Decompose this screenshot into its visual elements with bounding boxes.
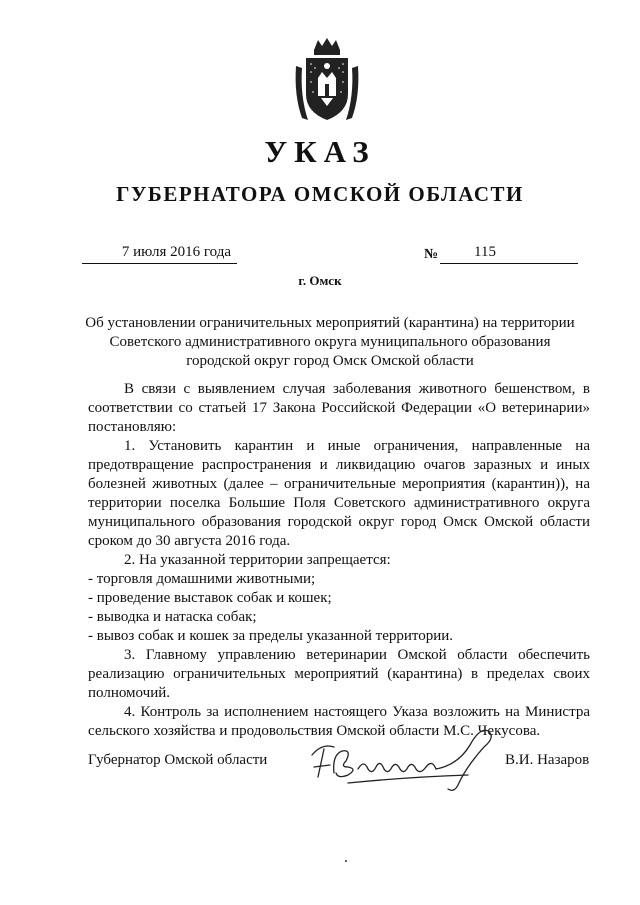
prohibition-item: - торговля домашними животными; (88, 571, 316, 587)
coat-of-arms-icon (292, 36, 362, 124)
handwritten-signature (308, 725, 498, 795)
signatory-name: В.И. Назаров (505, 752, 590, 768)
signatory-position: Губернатор Омской области (88, 752, 268, 768)
prohibition-item: - выводка и натаска собак; (88, 609, 257, 625)
subject-line: Об установлении ограничительных мероприятий (карантина) на территории (85, 315, 575, 331)
document-number: 115 (440, 244, 578, 264)
item-3-paragraph: 3. Главному управлению ветеринарии Омской области обеспечить реализацию ограничительных мероприятий (карантина) в пределах своих полномочий. (88, 647, 590, 701)
preamble-paragraph: В связи с выявлением случая заболевания животного бешенством, в соответствии со статьей 17 Закона Российской Федерации «О ветеринарии» постановляю: (88, 381, 590, 435)
document-body (88, 380, 590, 741)
number-sign: № (424, 247, 439, 262)
prohibition-item: - проведение выставок собак и кошек; (88, 590, 332, 606)
document-subject (60, 314, 600, 371)
item-2-paragraph: 2. На указанной территории запрещается: (124, 552, 391, 568)
item-4-paragraph: 4. Контроль за исполнением настоящего Указа возложить на Министра сельского хозяйства и продовольствия Омской области М.С. Чекусова. (88, 704, 590, 739)
subject-line: городской округ город Омск Омской области (186, 353, 474, 369)
document-city: г. Омск (298, 273, 342, 288)
document-title: УКАЗ (264, 134, 376, 169)
document-subtitle: ГУБЕРНАТОРА ОМСКОЙ ОБЛАСТИ (116, 182, 524, 206)
document-date: 7 июля 2016 года (82, 244, 237, 264)
subject-line: Советского административного округа муниципального образования (109, 334, 551, 350)
prohibition-item: - вывоз собак и кошек за пределы указанной территории. (88, 628, 454, 644)
stray-mark (345, 860, 347, 862)
item-1-paragraph: 1. Установить карантин и иные ограничения, направленные на предотвращение распространения и ликвидацию очагов заразных и иных болезней животных (далее – ограничительные мероприятия (карантин)), на территории поселка Большие Поля Советского административного округа муниципального образования городской округ город Омск Омской области сроком до 30 августа 2016 года. (88, 438, 590, 549)
